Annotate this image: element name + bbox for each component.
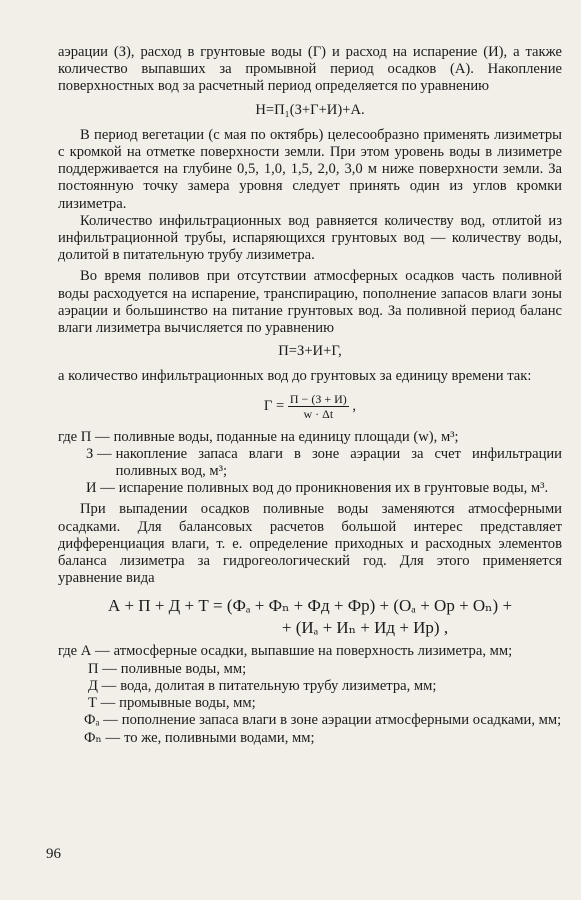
fraction-numerator: П − (З + И): [289, 391, 347, 406]
definition-desc: пополнение запаса влаги в зоне аэрации атмосферными осадками, мм;: [121, 712, 562, 729]
definition-term: Фₐ —: [84, 712, 118, 729]
definition-term: И —: [86, 480, 115, 497]
definition-item: [58, 695, 562, 712]
paragraph-5: а количество инфильтрационных вод до грунтовых за единицу времени так:: [58, 368, 532, 385]
definition-item: [58, 446, 562, 480]
formula-irrigation-balance: П=З+И+Г,: [278, 343, 342, 360]
definition-term: Т —: [88, 695, 116, 712]
definitions-list-2: [58, 643, 562, 746]
formula-lysimeter-balance: [58, 595, 562, 639]
definition-desc: поливные воды, мм;: [120, 660, 247, 677]
formula-infiltration: [58, 392, 562, 421]
definition-term: Д —: [88, 677, 117, 694]
definition-item: [58, 480, 562, 497]
formula-infiltration-lhs: Г =: [263, 397, 285, 414]
definition-item: [58, 429, 562, 446]
formula-line-1: А + П + Д + Т = (Фₐ + Фₙ + Фд + Фр) + (Оₐ + Ор + Оₙ) +: [107, 596, 513, 616]
formula-infiltration-tail: ,: [352, 397, 357, 414]
formula-infiltration-fraction: [288, 392, 349, 421]
paragraph-1: аэрации (З), расход в грунтовые воды (Г) и расход на испарение (И), а также количество выпавших за промывной период осадков (А). Накопление поверхностных вод за расчетный период определяется по уравнению: [58, 44, 562, 95]
definition-item: [58, 643, 562, 660]
definition-desc: испарение поливных вод до проникновения их в грунтовые воды, м³.: [118, 480, 549, 497]
definition-term: где А —: [58, 643, 110, 660]
definitions-list-1: [58, 429, 562, 498]
definition-term: З —: [86, 445, 112, 462]
definition-item: [58, 678, 562, 695]
definition-term: где П —: [58, 428, 110, 445]
page-body: [58, 44, 562, 747]
definition-desc: атмосферные осадки, выпавшие на поверхность лизиметра, мм;: [113, 643, 513, 660]
paragraph-6: При выпадении осадков поливные воды заменяются атмосферными осадками. Для балансовых расчетов большой интерес представляет дифференциация влаги, т. е. определение приходных и расходных элементов баланса лизиметра за гидрогеологический год. Для этого применяется уравнение вида: [58, 501, 562, 587]
page-number: 96: [46, 846, 61, 862]
definition-desc: промывные воды, мм;: [119, 695, 256, 712]
definition-desc: вода, долитая в питательную трубу лизиметра, мм;: [120, 677, 437, 694]
definition-term: П —: [88, 660, 117, 677]
definition-term: Фₙ —: [84, 729, 121, 746]
paragraph-2: В период вегетации (с мая по октябрь) целесообразно применять лизиметры с кромкой на отметке поверхности земли. При этом уровень воды в лизиметре поддерживается на глубине 0,5, 1,0, 1,5, 2,0, 3,0 м ниже поверхности земли. За постоянную точку замера уровня следует принять один из углов кромки лизиметра.: [58, 126, 562, 212]
definition-item: [58, 661, 562, 678]
definition-desc: поливные воды, поданные на единицу площади (w), м³;: [113, 428, 459, 445]
definition-item: [58, 730, 562, 747]
paragraph-4: Во время поливов при отсутствии атмосферных осадков часть поливной воды расходуется на испарение, транспирацию, пополнение запасов влаги зоны аэрации и большинство на питание грунтовых вод. За поливной период баланс влаги лизиметра вычисляется по уравнению: [58, 268, 562, 337]
formula-surface-water: Н=П₁(З+Г+И)+А.: [255, 101, 365, 118]
definition-item: [58, 712, 562, 729]
paragraph-3: Количество инфильтрационных вод равняется количеству вод, отлитой из инфильтрационной трубы, испаряющихся грунтовых вод — количеству воды, долитой в питательную трубу лизиметра.: [58, 212, 562, 264]
definition-desc: то же, поливными водами, мм;: [124, 729, 315, 746]
definition-desc: накопление запаса влаги в зоне аэрации за счет инфильтрации поливных вод, м³;: [115, 445, 562, 480]
fraction-denominator: w · Δt: [303, 406, 334, 421]
formula-line-2: + (Иₐ + Иₙ + Ид + Ир) ,: [281, 618, 449, 638]
